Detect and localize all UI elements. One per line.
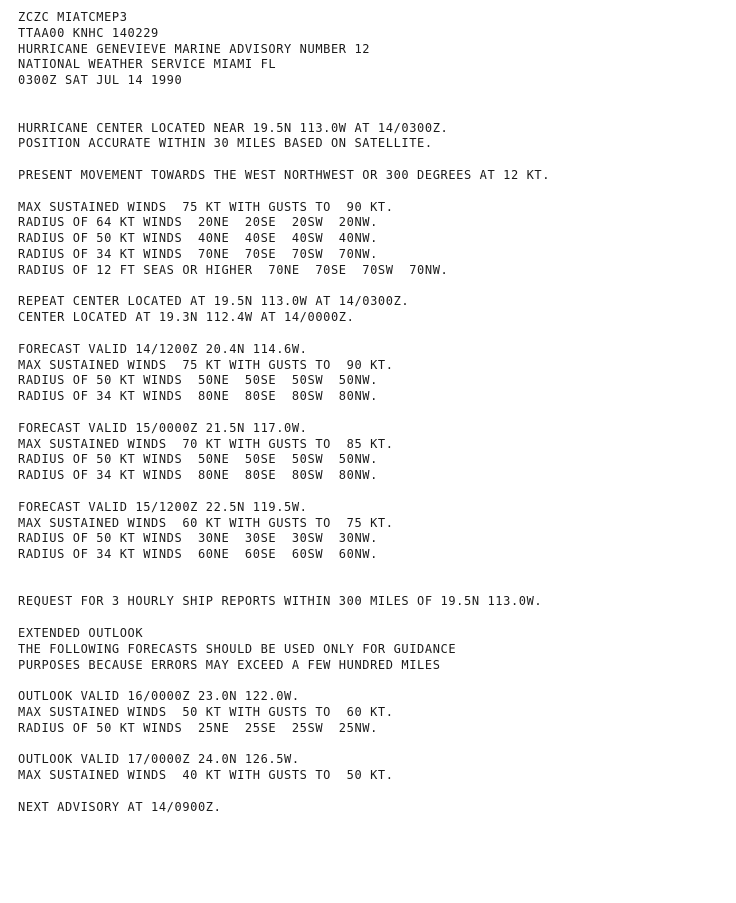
- text-line: ZCZC MIATCMEP3: [18, 10, 128, 24]
- text-line: RADIUS OF 64 KT WINDS 20NE 20SE 20SW 20NW.: [18, 215, 378, 230]
- text-line: MAX SUSTAINED WINDS 50 KT WITH GUSTS TO 60 KT.: [18, 705, 394, 720]
- text-line: HURRICANE GENEVIEVE MARINE ADVISORY NUMBER 12: [18, 41, 371, 56]
- text-line: MAX SUSTAINED WINDS 40 KT WITH GUSTS TO 50 KT.: [18, 768, 394, 783]
- center-repeat: [18, 294, 730, 326]
- advisory-document: [18, 10, 730, 831]
- forecast-15-1200z: [18, 500, 730, 563]
- text-line: RADIUS OF 50 KT WINDS 50NE 50SE 50SW 50NW.: [18, 373, 378, 388]
- text-line: NEXT ADVISORY AT 14/0900Z.: [18, 799, 222, 814]
- present-movement: [18, 168, 730, 184]
- next-advisory: [18, 800, 730, 816]
- text-line: REPEAT CENTER LOCATED AT 19.5N 113.0W AT 14/0300Z.: [18, 294, 410, 309]
- outlook-16-0000z: [18, 689, 730, 736]
- bulletin-header: [18, 10, 730, 89]
- text-line: TTAA00 KNHC 140229: [18, 25, 159, 40]
- text-line: RADIUS OF 50 KT WINDS 40NE 40SE 40SW 40NW.: [18, 231, 378, 246]
- text-line: MAX SUSTAINED WINDS 60 KT WITH GUSTS TO 75 KT.: [18, 515, 394, 530]
- text-line: FORECAST VALID 14/1200Z 20.4N 114.6W.: [18, 341, 308, 356]
- current-winds: [18, 200, 730, 279]
- extended-outlook-header: [18, 626, 730, 673]
- text-line: OUTLOOK VALID 17/0000Z 24.0N 126.5W.: [18, 752, 300, 767]
- text-line: REQUEST FOR 3 HOURLY SHIP REPORTS WITHIN 300 MILES OF 19.5N 113.0W.: [18, 594, 543, 609]
- text-line: RADIUS OF 34 KT WINDS 60NE 60SE 60SW 60NW.: [18, 547, 378, 562]
- text-line: POSITION ACCURATE WITHIN 30 MILES BASED ON SATELLITE.: [18, 136, 433, 151]
- text-line: RADIUS OF 50 KT WINDS 25NE 25SE 25SW 25NW.: [18, 720, 378, 735]
- text-line: MAX SUSTAINED WINDS 70 KT WITH GUSTS TO 85 KT.: [18, 436, 394, 451]
- text-line: THE FOLLOWING FORECASTS SHOULD BE USED ONLY FOR GUIDANCE: [18, 641, 457, 656]
- text-line: MAX SUSTAINED WINDS 75 KT WITH GUSTS TO 90 KT.: [18, 199, 394, 214]
- center-position: [18, 121, 730, 153]
- forecast-14-1200z: [18, 342, 730, 405]
- outlook-17-0000z: [18, 752, 730, 784]
- text-line: PURPOSES BECAUSE ERRORS MAY EXCEED A FEW HUNDRED MILES: [18, 657, 441, 672]
- text-line: RADIUS OF 34 KT WINDS 80NE 80SE 80SW 80NW.: [18, 389, 378, 404]
- text-line: OUTLOOK VALID 16/0000Z 23.0N 122.0W.: [18, 689, 300, 704]
- text-line: RADIUS OF 34 KT WINDS 80NE 80SE 80SW 80NW.: [18, 468, 378, 483]
- text-line: RADIUS OF 50 KT WINDS 30NE 30SE 30SW 30NW.: [18, 531, 378, 546]
- text-line: CENTER LOCATED AT 19.3N 112.4W AT 14/0000Z.: [18, 310, 355, 325]
- text-line: FORECAST VALID 15/0000Z 21.5N 117.0W.: [18, 420, 308, 435]
- ship-report-request: [18, 594, 730, 610]
- text-line: RADIUS OF 50 KT WINDS 50NE 50SE 50SW 50NW.: [18, 452, 378, 467]
- text-line: 0300Z SAT JUL 14 1990: [18, 73, 183, 88]
- text-line: PRESENT MOVEMENT TOWARDS THE WEST NORTHWEST OR 300 DEGREES AT 12 KT.: [18, 167, 551, 182]
- forecast-15-0000z: [18, 421, 730, 484]
- text-line: RADIUS OF 34 KT WINDS 70NE 70SE 70SW 70NW.: [18, 246, 378, 261]
- text-line: EXTENDED OUTLOOK: [18, 626, 144, 641]
- text-line: HURRICANE CENTER LOCATED NEAR 19.5N 113.0W AT 14/0300Z.: [18, 120, 449, 135]
- text-line: NATIONAL WEATHER SERVICE MIAMI FL: [18, 57, 277, 72]
- text-line: RADIUS OF 12 FT SEAS OR HIGHER 70NE 70SE 70SW 70NW.: [18, 262, 449, 277]
- text-line: MAX SUSTAINED WINDS 75 KT WITH GUSTS TO 90 KT.: [18, 357, 394, 372]
- text-line: FORECAST VALID 15/1200Z 22.5N 119.5W.: [18, 499, 308, 514]
